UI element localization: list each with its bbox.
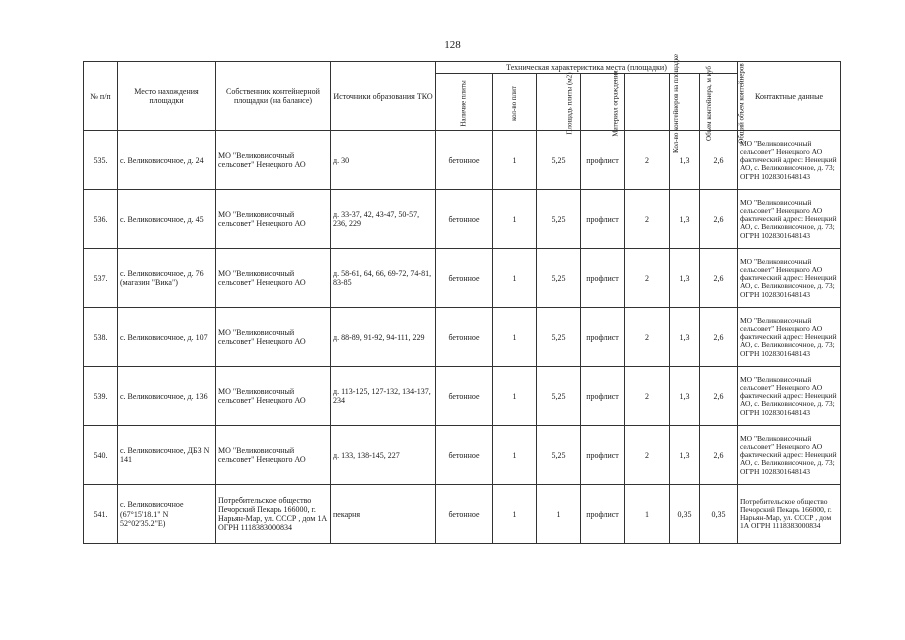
header-tech-group: Техническая характеристика места (площадки) [436,62,738,74]
row-fence: профлист [581,190,625,249]
row-base: бетонное [436,485,493,544]
row-contacts: МО "Великовисочный сельсовет" Ненецкого АО фактический адрес: Ненецкий АО, с. Великовисочное, д. 73; ОГРН 1028301648143 [738,190,841,249]
row-owner: МО "Великовисочный сельсовет" Ненецкого АО [216,426,331,485]
row-base: бетонное [436,308,493,367]
row-containers-count: 2 [625,190,670,249]
table-row [84,131,841,190]
row-fence: профлист [581,249,625,308]
row-plates-count: 1 [493,308,537,367]
row-owner: МО "Великовисочный сельсовет" Ненецкого АО [216,190,331,249]
row-owner: МО "Великовисочный сельсовет" Ненецкого АО [216,367,331,426]
row-contacts: МО "Великовисочный сельсовет" Ненецкого АО фактический адрес: Ненецкий АО, с. Великовисочное, д. 73; ОГРН 1028301648143 [738,308,841,367]
header-owner: Собственник контейнерной площадки (на балансе) [216,62,331,131]
row-total-volume: 2,6 [700,367,738,426]
table-header-row [84,62,841,74]
row-containers-count: 1 [625,485,670,544]
row-plates-count: 1 [493,249,537,308]
row-plates-count: 1 [493,190,537,249]
row-plates-count: 1 [493,131,537,190]
row-area: 5,25 [537,367,581,426]
row-sources: д. 88-89, 91-92, 94-111, 229 [331,308,436,367]
table-row [84,190,841,249]
row-total-volume: 2,6 [700,308,738,367]
row-num: 535. [84,131,118,190]
row-total-volume: 0,35 [700,485,738,544]
row-contacts: Потребительское общество Печорский Пекарь 166000, г. Нарьян-Мар, ул. СССР , дом 1А ОГРН 1118383000834 [738,485,841,544]
header-location: Место нахождения площадки [118,62,216,131]
row-fence: профлист [581,308,625,367]
row-containers-count: 2 [625,426,670,485]
table-row [84,249,841,308]
header-containers-count [625,53,680,153]
header-num: № п/п [84,62,118,131]
row-owner: Потребительское общество Печорский Пекарь 166000, г. Нарьян-Мар, ул. СССР , дом 1А ОГРН 1118383000834 [216,485,331,544]
row-num: 539. [84,367,118,426]
row-fence: профлист [581,131,625,190]
row-container-volume: 1,3 [670,131,700,190]
header-area-label: Площадь плиты (м2) [565,72,574,135]
row-area: 5,25 [537,426,581,485]
table-row [84,426,841,485]
row-contacts: МО "Великовисочный сельсовет" Ненецкого АО фактический адрес: Ненецкий АО, с. Великовисочное, д. 73; ОГРН 1028301648143 [738,249,841,308]
header-total-volume-label: Общий объем контейнеров [737,62,746,144]
row-location: с. Великовисочное, ДБЗ N 141 [118,426,216,485]
row-containers-count: 2 [625,367,670,426]
row-plates-count: 1 [493,485,537,544]
row-total-volume: 2,6 [700,131,738,190]
row-contacts: МО "Великовисочный сельсовет" Ненецкого АО фактический адрес: Ненецкий АО, с. Великовисочное, д. 73; ОГРН 1028301648143 [738,131,841,190]
row-base: бетонное [436,249,493,308]
row-container-volume: 0,35 [670,485,700,544]
row-fence: профлист [581,426,625,485]
row-base: бетонное [436,426,493,485]
header-containers-count-label: Кол-во контейнеров на площадке [671,53,680,153]
row-plates-count: 1 [493,426,537,485]
row-contacts: МО "Великовисочный сельсовет" Ненецкого АО фактический адрес: Ненецкий АО, с. Великовисочное, д. 73; ОГРН 1028301648143 [738,367,841,426]
row-container-volume: 1,3 [670,308,700,367]
row-owner: МО "Великовисочный сельсовет" Ненецкого АО [216,249,331,308]
row-area: 1 [537,485,581,544]
header-area [537,72,581,135]
header-sources: Источники образования ТКО [331,62,436,131]
row-sources: пекарня [331,485,436,544]
row-sources: д. 30 [331,131,436,190]
row-total-volume: 2,6 [700,249,738,308]
row-sources: д. 58-61, 64, 66, 69-72, 74-81, 83-85 [331,249,436,308]
row-location: с. Великовисочное, д. 136 [118,367,216,426]
row-base: бетонное [436,131,493,190]
row-area: 5,25 [537,249,581,308]
table-row [84,308,841,367]
row-num: 538. [84,308,118,367]
row-num: 536. [84,190,118,249]
row-containers-count: 2 [625,308,670,367]
page-number: 128 [444,39,461,51]
row-plates-count: 1 [493,367,537,426]
row-num: 541. [84,485,118,544]
row-container-volume: 1,3 [670,249,700,308]
row-location: с. Великовисочное, д. 45 [118,190,216,249]
row-area: 5,25 [537,190,581,249]
row-total-volume: 2,6 [700,190,738,249]
row-total-volume: 2,6 [700,426,738,485]
header-fence [581,70,625,137]
row-base: бетонное [436,367,493,426]
table-row [84,367,841,426]
row-area: 5,25 [537,308,581,367]
row-container-volume: 1,3 [670,190,700,249]
table-body [84,131,841,544]
header-plates-count-label: кол-во плит [510,85,518,121]
row-location: с. Великовисочное (67°15'18.1" N 52°02'35.2"E) [118,485,216,544]
row-base: бетонное [436,190,493,249]
header-fence-label: Материал ограждения [611,70,620,137]
header-container-volume-label: Объем контейнера, м куб [704,65,713,141]
row-containers-count: 2 [625,131,670,190]
container-sites-table [83,53,841,544]
row-location: с. Великовисочное, д. 107 [118,308,216,367]
row-containers-count: 2 [625,249,670,308]
header-base [436,74,493,131]
row-location: с. Великовисочное, д. 24 [118,131,216,190]
header-contacts: Контактные данные [738,62,841,131]
row-sources: д. 133, 138-145, 227 [331,426,436,485]
header-base-label: Наличие плиты [459,79,468,127]
row-container-volume: 1,3 [670,426,700,485]
row-sources: д. 33-37, 42, 43-47, 50-57, 236, 229 [331,190,436,249]
table-row [84,485,841,544]
row-num: 540. [84,426,118,485]
header-plates-count [493,74,537,131]
row-fence: профлист [581,485,625,544]
row-contacts: МО "Великовисочный сельсовет" Ненецкого АО фактический адрес: Ненецкий АО, с. Великовисочное, д. 73; ОГРН 1028301648143 [738,426,841,485]
row-sources: д. 113-125, 127-132, 134-137, 234 [331,367,436,426]
row-container-volume: 1,3 [670,367,700,426]
row-area: 5,25 [537,131,581,190]
row-owner: МО "Великовисочный сельсовет" Ненецкого АО [216,131,331,190]
row-num: 537. [84,249,118,308]
row-owner: МО "Великовисочный сельсовет" Ненецкого АО [216,308,331,367]
row-fence: профлист [581,367,625,426]
row-location: с. Великовисочное, д. 76 (магазин "Вика") [118,249,216,308]
